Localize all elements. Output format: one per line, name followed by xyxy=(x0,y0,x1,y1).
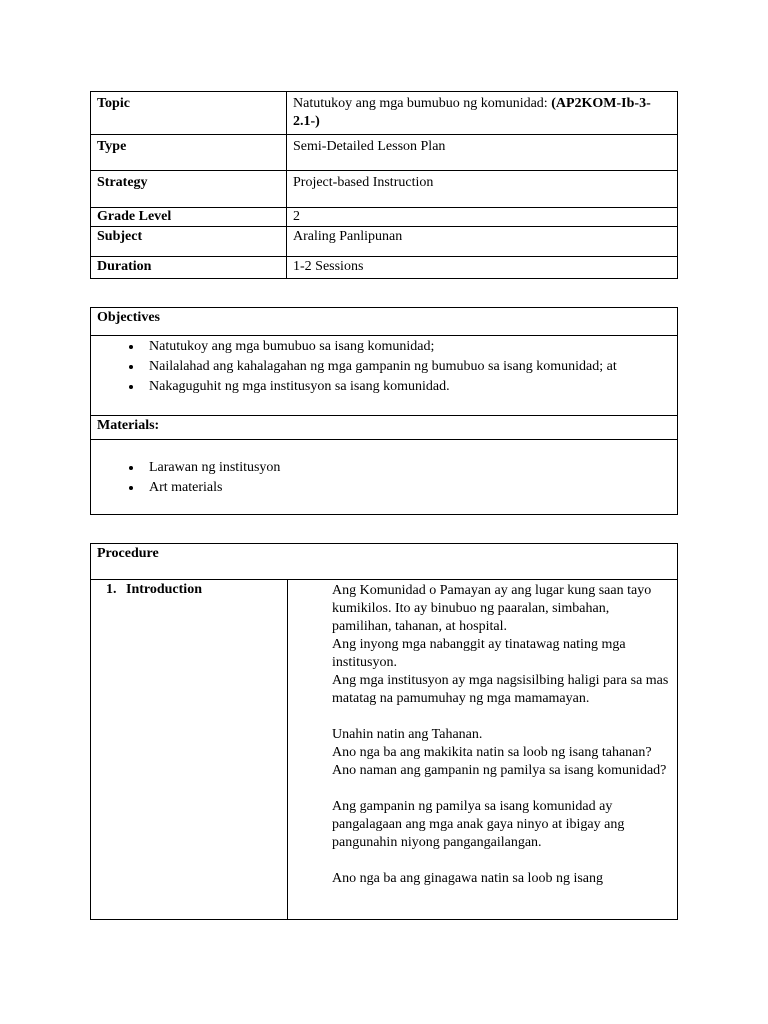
intro-paragraph: Ang Komunidad o Pamayan ay ang lugar kung saan tayo kumikilos. Ito ay binubuo ng paaralan, simbahan, pamilihan, tahanan, at hospital. xyxy=(332,583,652,634)
introduction-row xyxy=(91,580,678,920)
duration-label: Duration xyxy=(91,257,287,279)
type-value: Semi-Detailed Lesson Plan xyxy=(287,135,678,171)
type-label: Type xyxy=(91,135,287,171)
materials-list xyxy=(97,458,677,498)
intro-paragraph: Ano nga ba ang ginagawa natin sa loob ng isang xyxy=(332,871,603,886)
duration-row xyxy=(91,257,678,279)
objective-item: • Nailalahad ang kahalagahan ng mga gampanin ng bumubuo sa isang komunidad; at xyxy=(143,357,677,377)
materials-heading-row xyxy=(91,416,678,440)
duration-value: 1-2 Sessions xyxy=(287,257,678,279)
objective-item: • Nakaguguhit ng mga institusyon sa isang komunidad. xyxy=(143,377,677,397)
topic-value xyxy=(287,92,678,135)
strategy-value: Project-based Instruction xyxy=(287,171,678,208)
procedure-heading: Procedure xyxy=(91,544,678,580)
type-row xyxy=(91,135,678,171)
intro-paragraph: Ano naman ang gampanin ng pamilya sa isang komunidad? xyxy=(332,763,667,778)
objectives-list-row xyxy=(91,336,678,416)
topic-label: Topic xyxy=(91,92,287,135)
material-item: • Art materials xyxy=(143,478,677,498)
paragraph-gap xyxy=(332,852,671,870)
grade-row xyxy=(91,208,678,227)
lesson-info-table xyxy=(90,91,678,279)
subject-value: Araling Panlipunan xyxy=(287,227,678,257)
procedure-heading-row xyxy=(91,544,678,580)
step-introduction-label: 1. Introduction xyxy=(120,581,287,599)
intro-paragraph: Ang gampanin ng pamilya sa isang komunidad ay pangalagaan ang mga anak gaya ninyo at ibigay ang pangunahin niyong pangangailangan. xyxy=(332,799,625,850)
intro-paragraph: Ano nga ba ang makikita natin sa loob ng isang tahanan? xyxy=(332,745,652,760)
material-item: • Larawan ng institusyon xyxy=(143,458,677,478)
procedure-steps xyxy=(97,581,287,599)
paragraph-gap xyxy=(332,708,671,726)
objectives-heading: Objectives xyxy=(91,308,678,336)
subject-row xyxy=(91,227,678,257)
intro-paragraph: Unahin natin ang Tahanan. xyxy=(332,727,483,742)
objective-item: • Natutukoy ang mga bumubuo sa isang komunidad; xyxy=(143,337,677,357)
grade-label: Grade Level xyxy=(91,208,287,227)
paragraph-gap xyxy=(332,780,671,798)
introduction-content xyxy=(288,580,678,920)
materials-list-row xyxy=(91,440,678,515)
intro-paragraph: Ang mga institusyon ay mga nagsisilbing haligi para sa mas matatag na pamumuhay ng mga mamamayan. xyxy=(332,673,669,706)
topic-text: Natutukoy ang mga bumubuo ng komunidad: xyxy=(293,96,552,111)
objectives-heading-row xyxy=(91,308,678,336)
intro-paragraph: Ang inyong mga nabanggit ay tinatawag nating mga institusyon. xyxy=(332,637,626,670)
materials-heading: Materials: xyxy=(91,416,678,440)
objectives-list xyxy=(97,337,677,397)
subject-label: Subject xyxy=(91,227,287,257)
grade-value: 2 xyxy=(287,208,678,227)
strategy-label: Strategy xyxy=(91,171,287,208)
topic-row xyxy=(91,92,678,135)
objectives-table xyxy=(90,307,678,515)
strategy-row xyxy=(91,171,678,208)
procedure-table xyxy=(90,543,678,920)
topic-code: (AP2KOM-Ib-3-2.1-) xyxy=(293,96,651,129)
